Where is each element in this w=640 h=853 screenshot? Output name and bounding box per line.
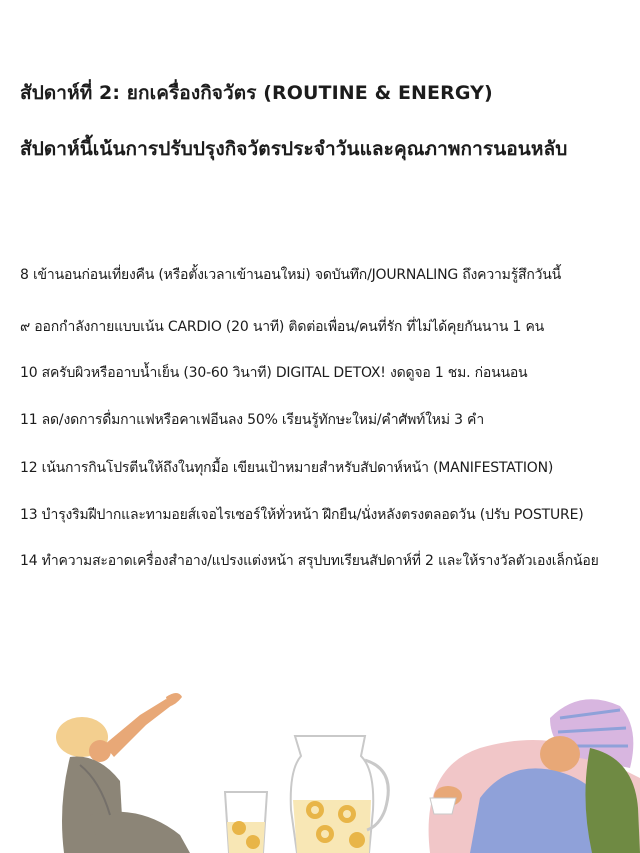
- list-item: 8 เข้านอนก่อนเที่ยงคืน (หรือตั้งเวลาเข้านอนใหม่) จดบันทึก/JOURNALING ถึงความรู้สึกวันนี้: [20, 267, 562, 283]
- list-item: 13 บำรุงริมฝีปากและทามอยส์เจอไรเซอร์ให้ทั่วหน้า ฝึกยืน/นั่งหลังตรงตลอดวัน (ปรับ POSTURE): [20, 507, 584, 523]
- page-title: สัปดาห์ที่ 2: ยกเครื่องกิจวัตร (ROUTINE & ENERGY): [20, 82, 493, 104]
- list-item: 14 ทำความสะอาดเครื่องสำอาง/แปรงแต่งหน้า สรุปบทเรียนสัปดาห์ที่ 2 และให้รางวัลตัวเองเล็กน้อย: [20, 553, 599, 569]
- list-item: ๙ ออกกำลังกายแบบเน้น CARDIO (20 นาที) ติดต่อเพื่อน/คนที่รัก ที่ไม่ได้คุยกันนาน 1 คน: [20, 319, 545, 335]
- lemon-water-illustration: [215, 730, 405, 853]
- relaxing-woman-illustration: [420, 688, 640, 853]
- stretching-woman-illustration: [20, 685, 220, 853]
- list-item: 12 เน้นการกินโปรตีนให้ถึงในทุกมื้อ เขียนเป้าหมายสำหรับสัปดาห์หน้า (MANIFESTATION): [20, 460, 554, 476]
- list-item: 11 ลด/งดการดื่มกาแฟหรือคาเฟอีนลง 50% เรียนรู้ทักษะใหม่/คำศัพท์ใหม่ 3 คำ: [20, 412, 485, 428]
- page-subtitle: สัปดาห์นี้เน้นการปรับปรุงกิจวัตรประจำวันและคุณภาพการนอนหลับ: [20, 138, 568, 160]
- list-item: 10 สครับผิวหรืออาบน้ำเย็น (30-60 วินาที) DIGITAL DETOX! งดดูจอ 1 ชม. ก่อนนอน: [20, 365, 528, 381]
